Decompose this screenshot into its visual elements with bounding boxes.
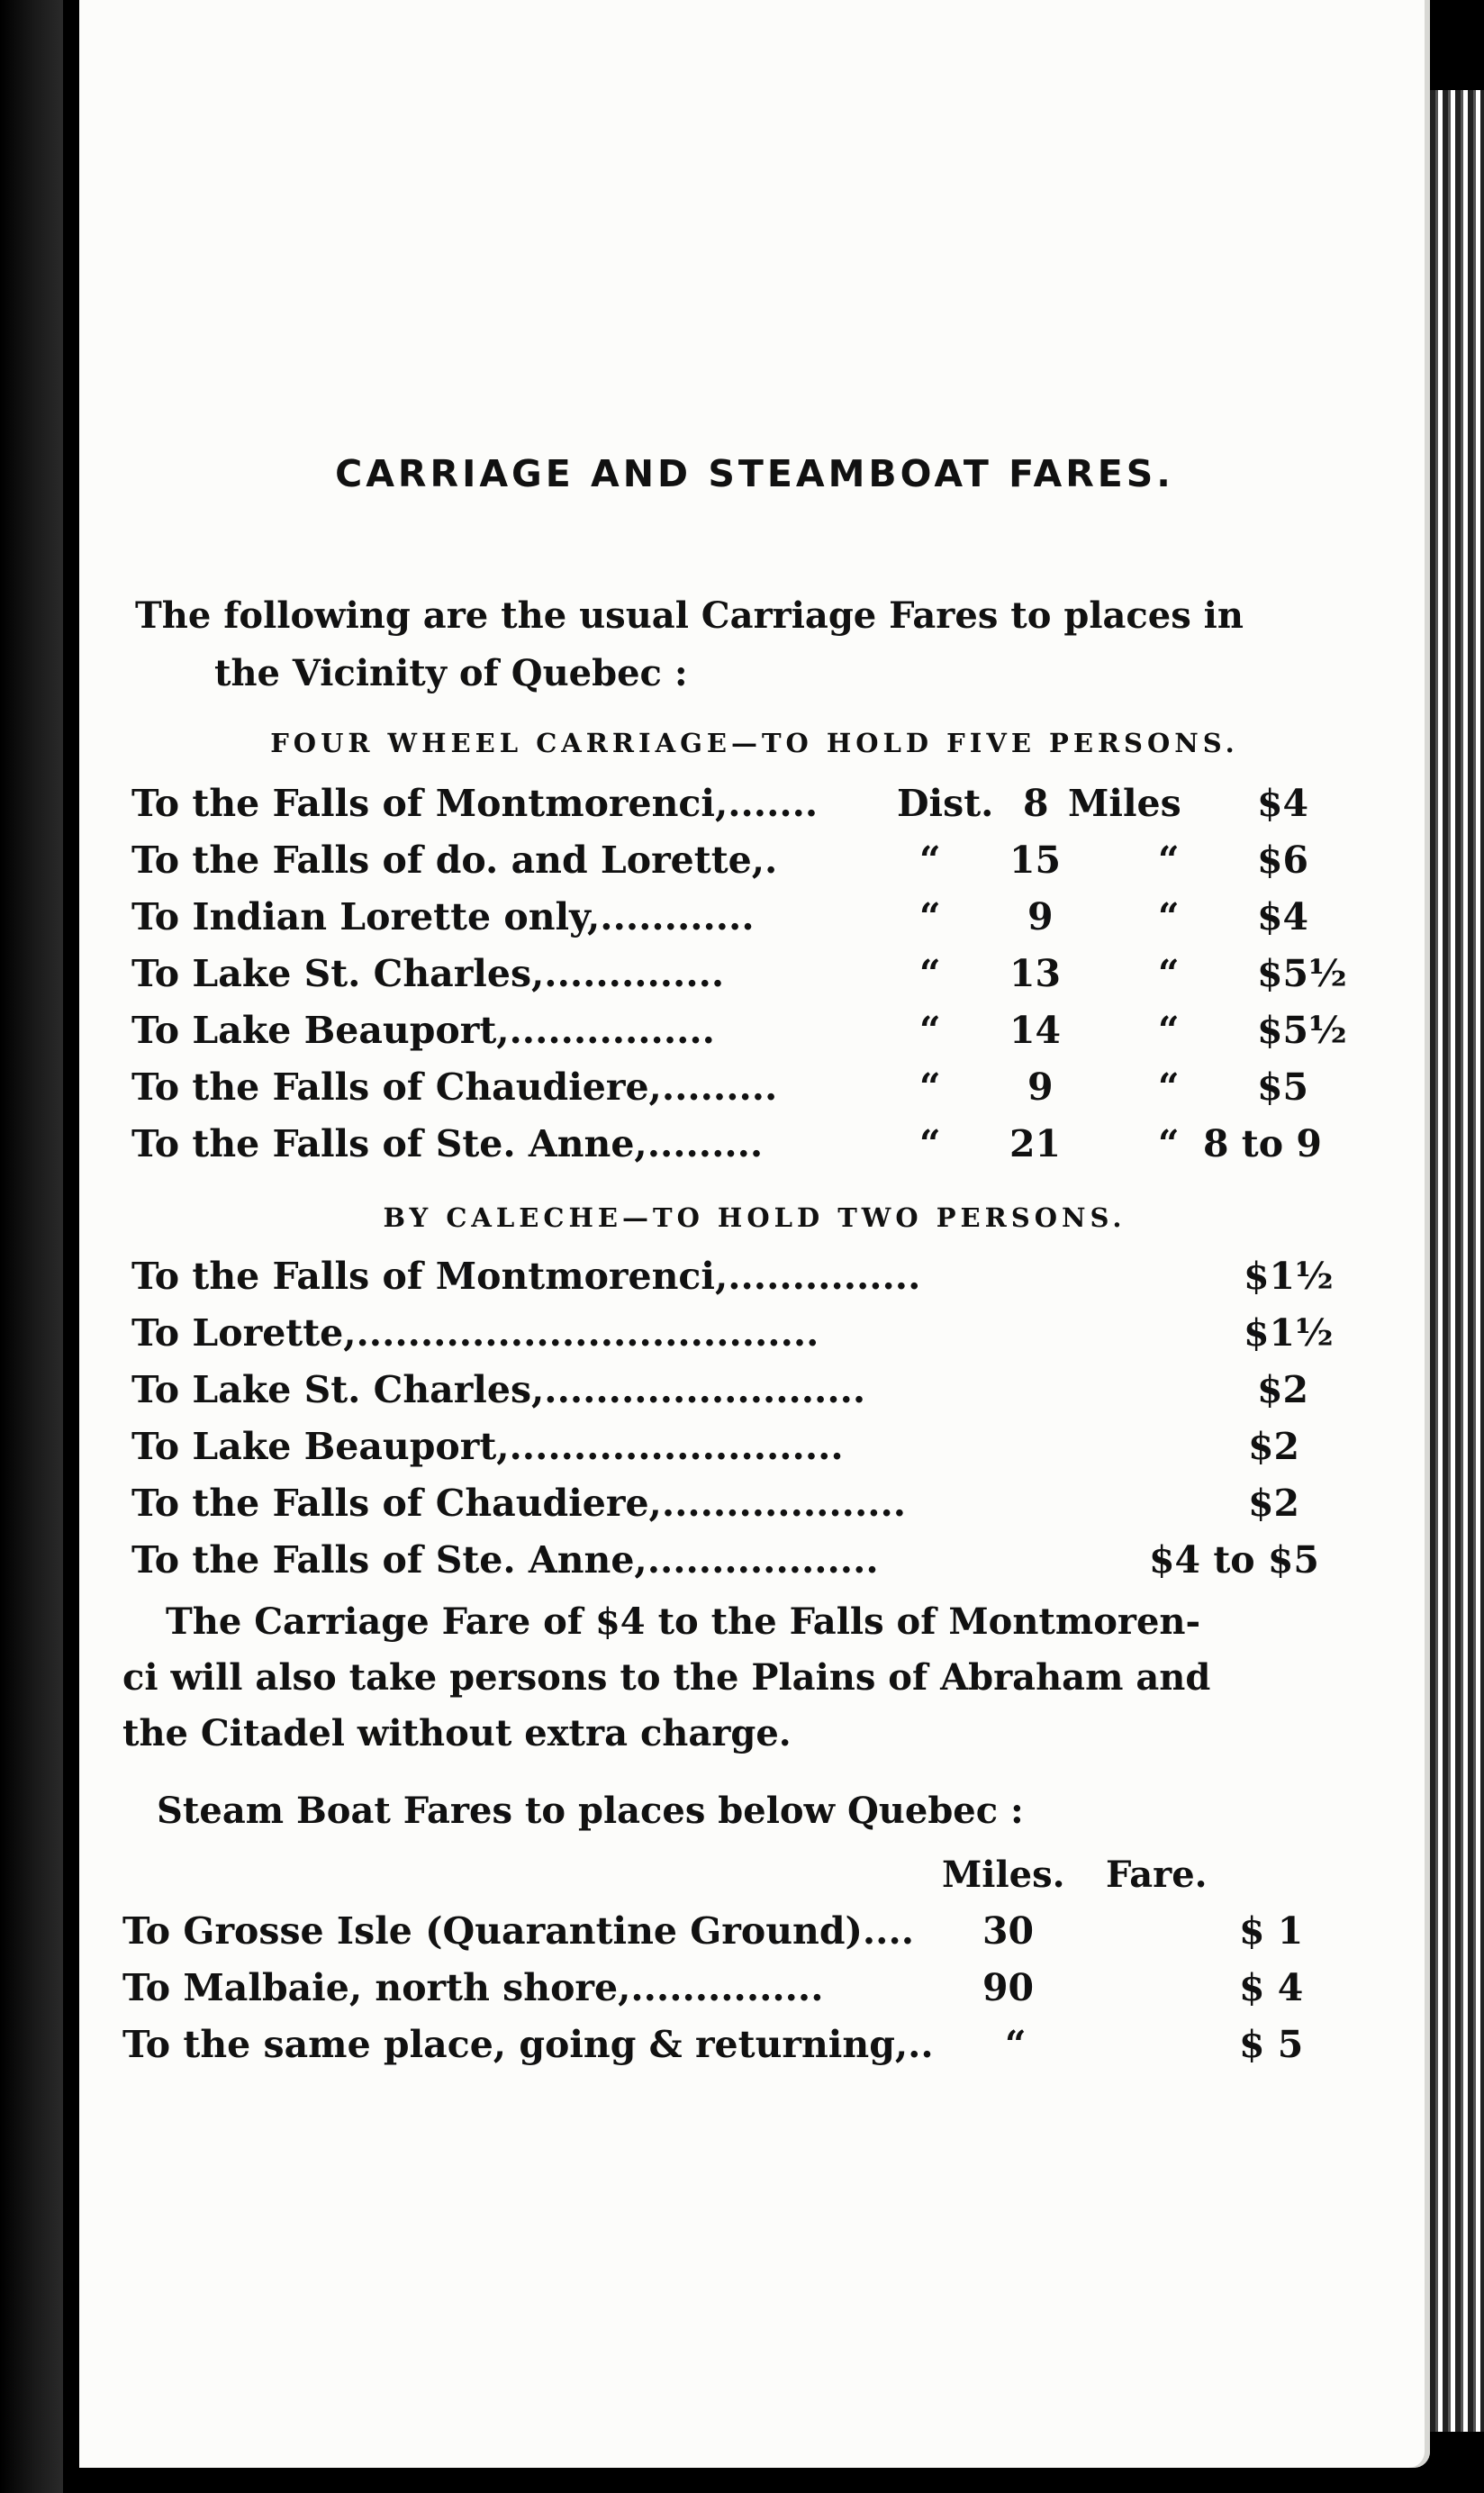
- fare: $6: [1257, 839, 1309, 882]
- dist: Dist.: [897, 782, 994, 825]
- miles: “: [1005, 2023, 1027, 2066]
- dist: “: [919, 1009, 941, 1052]
- table-row: [131, 1009, 1347, 1065]
- table-row: [131, 1122, 1338, 1179]
- fare: $ 5: [1239, 2023, 1304, 2066]
- table-row: [131, 1482, 1338, 1538]
- unit: “: [1158, 1065, 1180, 1109]
- place: To the Falls of Ste. Anne,..................: [131, 1538, 879, 1582]
- intro-line-1: The following are the usual Carriage Fares to places in: [135, 594, 1244, 637]
- table-row: [122, 1966, 1329, 2023]
- fare-column-header: Fare.: [1106, 1854, 1208, 1896]
- table-row: [122, 1909, 1329, 1966]
- miles: 21: [1009, 1122, 1062, 1165]
- place: To Indian Lorette only,............: [131, 895, 755, 938]
- fare: 8 to 9: [1203, 1122, 1322, 1165]
- caleche-table: [131, 1255, 1338, 1595]
- place: To the Falls of Montmorenci,.......: [131, 782, 819, 825]
- table-row: [131, 952, 1347, 1009]
- caleche-heading: BY CALECHE—TO HOLD TWO PERSONS.: [383, 1202, 1127, 1233]
- table-row: [131, 895, 1338, 952]
- fare: $2: [1248, 1425, 1300, 1468]
- scan-left-margin: [0, 0, 63, 2493]
- miles: 90: [982, 1966, 1035, 2009]
- unit: “: [1158, 1009, 1180, 1052]
- four-wheel-table: [131, 782, 1347, 1179]
- unit: “: [1158, 895, 1180, 938]
- intro-line-2: the Vicinity of Quebec :: [214, 652, 688, 694]
- place: To Lake St. Charles,.........................: [131, 1368, 866, 1411]
- unit: “: [1158, 839, 1180, 882]
- place: To Lorette,....................................: [131, 1311, 819, 1355]
- miles: 8: [1023, 782, 1049, 825]
- book-page: [79, 0, 1430, 2468]
- four-wheel-heading: FOUR WHEEL CARRIAGE—TO HOLD FIVE PERSONS.: [270, 728, 1239, 758]
- place: To the Falls of Ste. Anne,.........: [131, 1122, 764, 1165]
- place: To Lake Beauport,..........................: [131, 1425, 844, 1468]
- note-line-2: ci will also take persons to the Plains of Abraham and: [122, 1656, 1211, 1699]
- table-row: [122, 2023, 1329, 2080]
- table-row: [131, 782, 1338, 839]
- note-paragraph: [122, 1594, 1352, 1762]
- dist: “: [919, 895, 941, 938]
- steamboat-table: [122, 1909, 1329, 2080]
- miles: 14: [1009, 1009, 1062, 1052]
- fare: $1½: [1244, 1255, 1334, 1298]
- fare: $2: [1257, 1368, 1309, 1411]
- table-row: [131, 1311, 1338, 1368]
- scan-page-edges: [1430, 90, 1484, 2432]
- fare: $1½: [1244, 1311, 1334, 1355]
- fare: $2: [1248, 1482, 1300, 1525]
- table-row: [131, 1255, 1338, 1311]
- miles: 9: [1027, 895, 1054, 938]
- fare: $ 4: [1239, 1966, 1304, 2009]
- dist: “: [919, 1122, 941, 1165]
- unit: “: [1158, 952, 1180, 995]
- table-row: [131, 839, 1338, 895]
- unit: “: [1158, 1122, 1180, 1165]
- miles-column-header: Miles.: [942, 1854, 1065, 1896]
- intro-paragraph: [135, 587, 1378, 703]
- dist: “: [919, 839, 941, 882]
- place: To Lake St. Charles,..............: [131, 952, 725, 995]
- miles: 30: [982, 1909, 1035, 1953]
- miles: 13: [1009, 952, 1062, 995]
- table-row: [131, 1538, 1338, 1595]
- fare: $5½: [1257, 952, 1347, 995]
- note-line-1: The Carriage Fare of $4 to the Falls of Montmoren-: [166, 1600, 1201, 1643]
- table-row: [131, 1368, 1338, 1425]
- place: To the Falls of do. and Lorette,.: [131, 839, 778, 882]
- fare: $ 1: [1239, 1909, 1304, 1953]
- fare: $4: [1257, 782, 1309, 825]
- place: To Malbaie, north shore,...............: [122, 1966, 824, 2009]
- fare: $5½: [1257, 1009, 1347, 1052]
- page-title: CARRIAGE AND STEAMBOAT FARES.: [335, 452, 1174, 495]
- place: To the Falls of Chaudiere,.........: [131, 1065, 778, 1109]
- miles: 15: [1009, 839, 1062, 882]
- note-line-3: the Citadel without extra charge.: [122, 1712, 792, 1754]
- steamboat-heading: Steam Boat Fares to places below Quebec :: [157, 1790, 1024, 1832]
- miles: 9: [1027, 1065, 1054, 1109]
- dist: “: [919, 952, 941, 995]
- place: To the Falls of Chaudiere,...................: [131, 1482, 907, 1525]
- fare: $4 to $5: [1149, 1538, 1319, 1582]
- place: To Lake Beauport,................: [131, 1009, 715, 1052]
- table-row: [131, 1425, 1338, 1482]
- table-row: [131, 1065, 1338, 1122]
- place: To Grosse Isle (Quarantine Ground)....: [122, 1909, 914, 1953]
- fare: $4: [1257, 895, 1309, 938]
- fare: $5: [1257, 1065, 1309, 1109]
- unit: Miles: [1068, 782, 1181, 825]
- place: To the same place, going & returning,..: [122, 2023, 934, 2066]
- dist: “: [919, 1065, 941, 1109]
- place: To the Falls of Montmorenci,...............: [131, 1255, 921, 1298]
